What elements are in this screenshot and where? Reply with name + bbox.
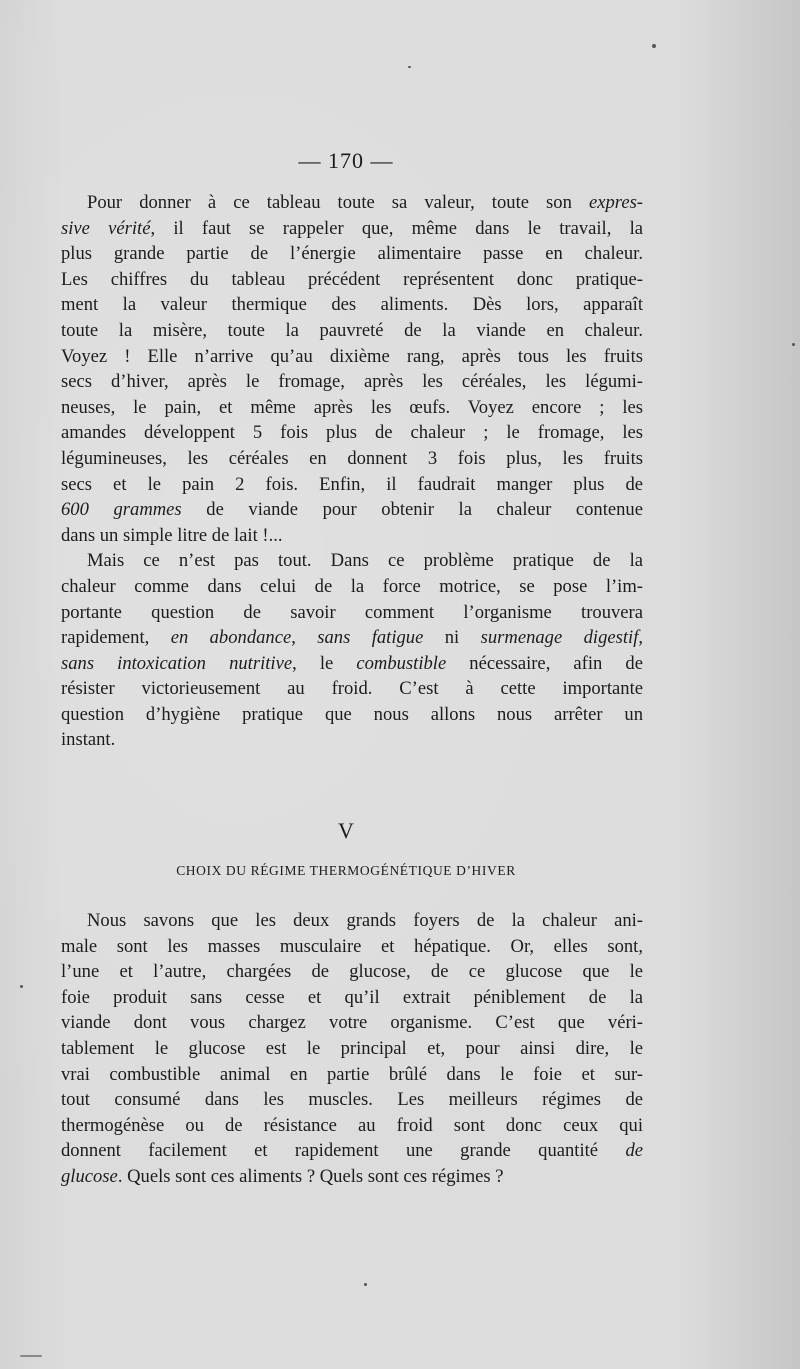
text-line [35, 1138, 643, 1164]
italic-run: sans intoxication nutritive [61, 652, 293, 674]
text-line: Nous savons que les deux grands foyers de la chaleur ani- [87, 910, 643, 931]
text-line: ment la valeur thermique des aliments. Dès lors, apparaît [61, 294, 643, 316]
text-line: vrai combustible animal en partie brûlé dans le foie et sur- [61, 1063, 643, 1085]
text-line: secs d’hiver, après le fromage, après les céréales, les légumi- [61, 371, 643, 393]
text-line: tout consumé dans les muscles. Les meilleurs régimes de [61, 1089, 643, 1111]
text-line: chaleur comme dans celui de la force motrice, se pose l’im- [61, 575, 643, 597]
text-line: thermogénèse ou de résistance au froid sont donc ceux qui [61, 1114, 643, 1136]
paper-speck [364, 1283, 367, 1286]
paper-speck [20, 1355, 42, 1357]
text-run: , il faut se rappeler que, même dans le travail, la [150, 217, 643, 239]
text-line: foie produit sans cesse et qu’il extrait péniblement de la [61, 986, 643, 1008]
paper-speck [20, 985, 23, 988]
text-run: , [638, 627, 644, 649]
section-title: CHOIX DU RÉGIME THERMOGÉNÉTIQUE D’HIVER [176, 863, 516, 878]
paper-speck [652, 44, 656, 48]
text-line: viande dont vous chargez votre organisme. C’est que véri- [61, 1012, 643, 1034]
italic-run: glucose [61, 1165, 118, 1187]
text-line: Voyez ! Elle n’arrive qu’au dixième rang, après tous les fruits [61, 345, 643, 367]
section-numeral: V [338, 818, 354, 843]
text-line: plus grande partie de l’énergie alimentaire passe en chaleur. [61, 243, 643, 265]
text-line: l’une et l’autre, chargées de glucose, de ce glucose que le [61, 961, 643, 983]
text-line: Les chiffres du tableau précédent représentent donc pratique- [61, 268, 643, 290]
text-line: instant. [61, 729, 116, 751]
text-line: male sont les masses musculaire et hépatique. Or, elles sont, [61, 935, 643, 957]
text-run: , [291, 627, 318, 649]
text-line [35, 216, 643, 242]
paragraph-1 [35, 190, 643, 548]
paper-speck [792, 343, 795, 346]
paragraph-3 [35, 908, 643, 1190]
text-run: , le [292, 652, 357, 674]
italic-run: sans fatigue [317, 627, 424, 649]
italic-run: de [625, 1140, 643, 1162]
text-run: ni [423, 627, 481, 649]
text-run: rapidement, [61, 627, 171, 649]
text-block-lower [35, 908, 643, 1190]
text-run: nécessaire, afin de [446, 652, 643, 674]
text-line [35, 497, 643, 523]
text-run: donnent facilement et rapidement une grande quantité [61, 1140, 626, 1162]
text-line: secs et le pain 2 fois. Enfin, il faudrait manger plus de [61, 473, 643, 495]
italic-run: combustible [356, 652, 447, 674]
paragraph-2 [35, 548, 643, 753]
italic-run: surmenage digestif [480, 627, 639, 649]
text-line [35, 651, 643, 677]
text-run: Pour donner à ce tableau toute sa valeur, toute son [87, 192, 589, 213]
text-run: . Quels sont ces aliments ? Quels sont ces régimes ? [117, 1165, 504, 1187]
text-line [35, 625, 643, 651]
text-line: question d’hygiène pratique que nous allons nous arrêter un [61, 703, 643, 725]
text-line: résister victorieusement au froid. C’est à cette importante [61, 678, 643, 700]
text-block-upper [35, 190, 643, 753]
text-line: amandes développent 5 fois plus de chaleur ; le fromage, les [61, 422, 643, 444]
text-line: tablement le glucose est le principal et, pour ainsi dire, le [61, 1037, 643, 1059]
text-line: portante question de savoir comment l’organisme trouvera [61, 601, 643, 623]
italic-run: 600 grammes [61, 499, 182, 521]
text-line [35, 190, 643, 216]
text-line: légumineuses, les céréales en donnent 3 fois plus, les fruits [61, 447, 643, 469]
italic-run: sive vérité [61, 217, 151, 239]
paper-speck [408, 66, 411, 68]
italic-run: en abondance [170, 627, 292, 649]
text-line: dans un simple litre de lait !... [61, 524, 283, 546]
text-line [35, 1164, 643, 1190]
text-line: neuses, le pain, et même après les œufs. Voyez encore ; les [61, 396, 643, 418]
text-line: toute la misère, toute la pauvreté de la viande en chaleur. [61, 319, 643, 341]
italic-run: expres- [588, 192, 643, 213]
page-number: — 170 — [298, 148, 394, 173]
text-run: de viande pour obtenir la chaleur contenue [181, 499, 643, 521]
text-line: Mais ce n’est pas tout. Dans ce problème pratique de la [87, 550, 643, 572]
